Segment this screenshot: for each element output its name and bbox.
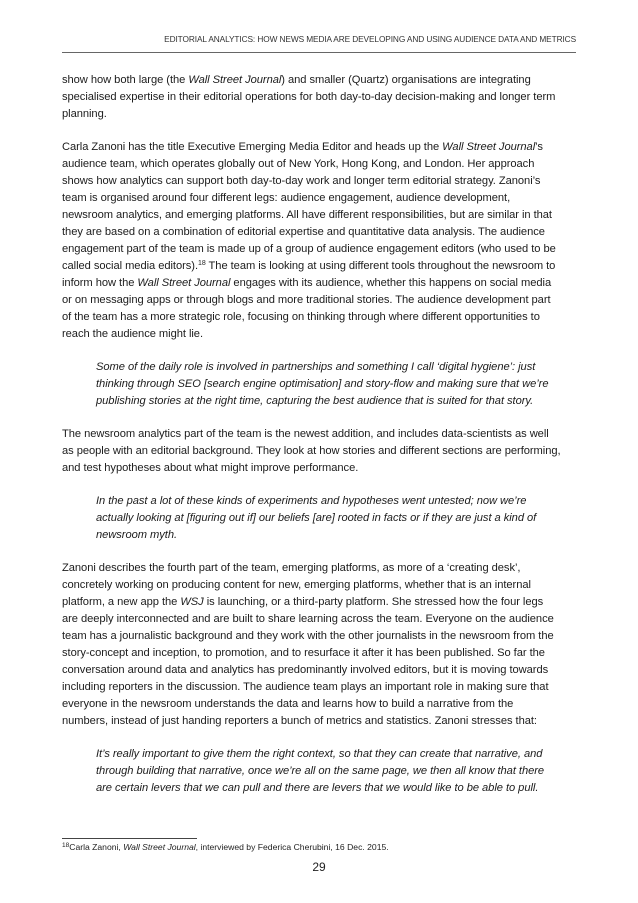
block-quote-3: It’s really important to give them the right context, so that they can create that narrative, and through building that narrative, once we’re all on the same page, we then all know that there are certain levers that we can pull and there are levers that we would like to be able to pull.	[96, 748, 545, 794]
footnote-18	[62, 842, 389, 853]
block-quote-2: In the past a lot of these kinds of experiments and hypotheses went untested; now we’re actually looking at [figuring out if] our beliefs [are] rooted in facts or if they are just a kind of newsroom myth.	[96, 495, 537, 541]
p4-text-c: is launching, or a third-party platform. She stressed how the four legs are deeply interconnected and are built to share learning across the team. Everyone on the audience team has a journalistic background and they work with the other journalists in the newsroom from the story-concept and inception, to promotion, and to resurface it after it has been published. So far the conversation around data and analytics has predominantly involved editors, but it is moving towards including reporters in the discussion. The audience team plays an important role in making sure that everyone in the newsroom understands the data and learns how to build a narrative from the numbers, instead of just handing reporters a bunch of metrics and statistics. Zanoni stresses that:	[62, 596, 554, 727]
footnote-rule	[62, 838, 197, 839]
paragraph-3: The newsroom analytics part of the team is the newest addition, and includes data-scientists as well as people with an editorial background. They look at how stories and different sections are performing, and test hypotheses about what might improve performance.	[62, 428, 561, 474]
paragraph-1	[62, 72, 562, 123]
page-number: 29	[312, 860, 326, 874]
header-rule	[62, 52, 576, 53]
p2-italic-wsj-2: Wall Street Journal	[137, 277, 231, 289]
paragraph-2	[62, 139, 562, 343]
p2-text-f: engages with its audience, whether this happens on social media or on messaging apps or through blogs and more traditional stories. The audience development part of the team has a more strategic role, focusing on thinking through where different opportunities to reach the audience might lie.	[62, 277, 552, 340]
p1-italic-wsj: Wall Street Journal	[188, 74, 282, 86]
p2-italic-wsj: Wall Street Journal	[442, 141, 536, 153]
body-text	[62, 72, 562, 813]
p1-text-a: show how both large (the	[62, 74, 189, 86]
footnote-italic-wsj: Wall Street Journal	[123, 842, 196, 852]
running-header: EDITORIAL ANALYTICS: HOW NEWS MEDIA ARE DEVELOPING AND USING AUDIENCE DATA AND METRICS	[164, 34, 576, 44]
p1-text-c: ) and smaller (Quartz) organisations are integrating specialised expertise in their editorial operations for both day-to-day decision-making and longer term planning.	[62, 74, 556, 120]
p4-text-a: Zanoni describes the fourth part of the team, emerging platforms, as more of a ‘creating desk’, concretely working on producing content for new, emerging platforms, whether that is an internal platform, a new app the	[62, 562, 531, 608]
p2-text-a: Carla Zanoni has the title Executive Emerging Media Editor and heads up the	[62, 141, 443, 153]
block-quote-1: Some of the daily role is involved in partnerships and something I call ‘digital hygiene’: just thinking through SEO [search engine optimisation] and story-flow and making sure that we’re publishing stories at the right time, capturing the best audience that is suited for that story.	[96, 361, 549, 407]
p4-italic-wsj: WSJ	[180, 596, 204, 608]
footnote-text-c: , interviewed by Federica Cherubini, 16 Dec. 2015.	[195, 842, 389, 852]
p2-text-c: ’s audience team, which operates globally out of New York, Hong Kong, and London. Her approach shows how analytics can support both day-to-day work and longer term editorial strategy. Zanoni’s team is organised around four different legs: audience engagement, audience development, newsroom analytics, and emerging platforms. All have different responsibilities, but are similar in that they are based on a combination of editorial expertise and quantitative data analysis. The audience engagement part of the team is made up of a group of audience engagement editors (who used to be called social media editors).	[62, 141, 556, 272]
footnote-text-a: Carla Zanoni,	[69, 842, 124, 852]
p2-text-d: The team is looking at using different tools throughout the newsroom to inform how the	[62, 260, 556, 289]
footnote-number: 18	[62, 842, 70, 849]
footnote-ref-18[interactable]: 18	[198, 260, 206, 267]
paragraph-4	[62, 560, 562, 730]
